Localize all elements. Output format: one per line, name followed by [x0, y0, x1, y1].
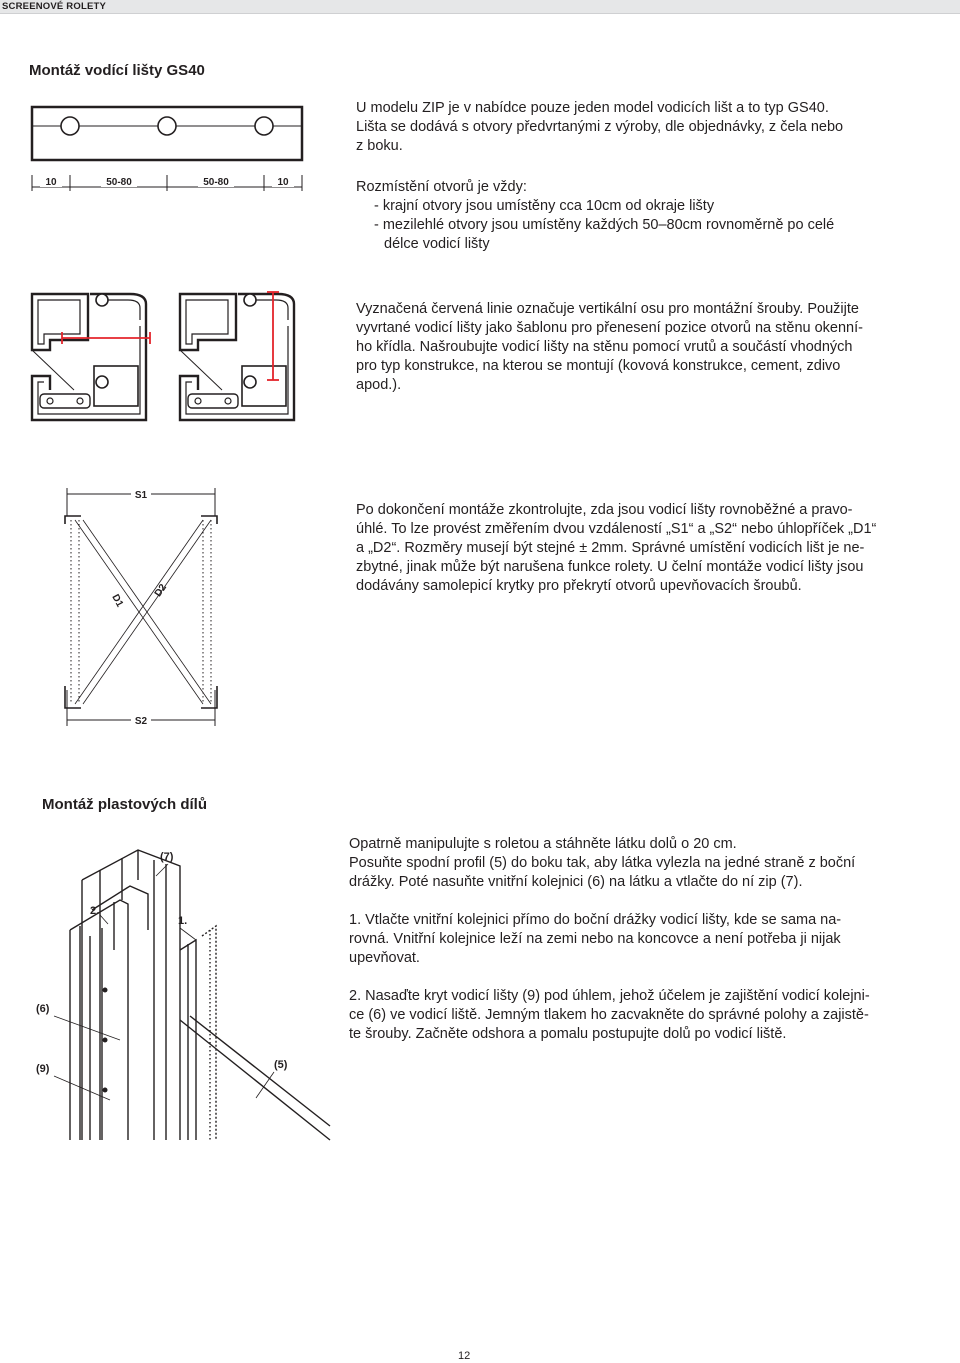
intro-line: Lišta se dodává s otvory předvrtanými z výroby, dle objednávky, z čela nebo: [356, 119, 844, 135]
rules-heading: Rozmístění otvorů je vždy:: [356, 179, 527, 195]
red-axis-line: ho křídla. Našroubujte vodicí lišty na stěnu pomocí vrutů a součástí vhodných: [356, 339, 853, 355]
rules-line: délce vodicí lišty: [384, 236, 490, 252]
intro-line: z boku.: [356, 138, 403, 154]
label-step-1: 1.: [178, 915, 188, 927]
plastic-para1-line: Opatrně manipulujte s roletou a stáhněte látku dolů o 20 cm.: [349, 836, 737, 852]
intro-line: U modelu ZIP je v nabídce pouze jeden model vodicích lišt a to typ GS40.: [356, 100, 829, 116]
label-s1: S1: [134, 490, 148, 501]
red-axis-line: vyvrtané vodicí lišty jako šablonu pro přenesení pozice otvorů na stěnu okenní-: [356, 320, 863, 336]
rail-dim-2: 50-80: [106, 177, 132, 188]
plastic-parts-drawing: [30, 840, 330, 1140]
plastic-para1-line: Posuňte spodní profil (5) do boku tak, aby látka vylezla na jedné straně z boční: [349, 855, 856, 871]
label-part-7: (7): [160, 851, 174, 863]
measure-labels: [109, 488, 169, 727]
rules-line: - mezilehlé otvory jsou umístěny každých 50–80cm rovnoměrně po celé: [374, 217, 835, 233]
section-title-plastic-parts: Montáž plastových dílů: [42, 796, 208, 813]
check-line: dodávány samolepicí krytky pro překrytí otvorů upevňovacích šroubů.: [356, 578, 802, 594]
label-d2: D2: [152, 582, 170, 599]
header-bar: [0, 0, 960, 14]
plastic-parts-text: [349, 835, 902, 1044]
parallel-check-text: [356, 501, 902, 596]
plastic-para1-line: drážky. Poté nasuňte vnitřní kolejnici (6) na látku a vtlačte do ní zip (7).: [349, 874, 803, 890]
red-axis-line: Vyznačená červená linie označuje vertikální osu pro montážní šrouby. Použijte: [356, 301, 859, 317]
label-step-2: 2.: [90, 905, 100, 917]
diagonal-check-drawing: [55, 480, 235, 730]
plastic-para3-line: 2. Nasaďte kryt vodicí lišty (9) pod úhlem, jehož účelem je zajištění vodicí kolejni-: [349, 988, 870, 1004]
rules-line: - krajní otvory jsou umístěny cca 10cm od okraje lišty: [374, 198, 715, 214]
check-line: a „D2“. Rozměry musejí být stejné ± 2mm. Správné umístění vodicích lišt je ne-: [356, 540, 865, 556]
section-title-guide-rail: Montáž vodící lišty GS40: [29, 62, 205, 79]
check-line: zbytné, jinak může být narušena funkce rolety. U čelní montáže vodicí lišty jsou: [356, 559, 864, 575]
label-part-9: (9): [36, 1063, 50, 1075]
hole-placement-rules: [356, 178, 916, 254]
plastic-para3-line: te šrouby. Začněte odshora a pomalu postupujte dolů po vodicí liště.: [349, 1026, 787, 1042]
check-line: úhlé. To lze provést změřením dvou vzdáleností „S1“ a „S2“ nebo úhlopříček „D1“: [356, 521, 877, 537]
plastic-para2-line: rovná. Vnitřní kolejnice leží na zemi nebo na koncovce a není potřeba ji nijak: [349, 931, 841, 947]
page-number: 12: [458, 1350, 471, 1362]
rail-holes-drawing: [28, 100, 313, 192]
red-axis-explanation: [356, 300, 902, 395]
label-s2: S2: [134, 716, 148, 727]
header-label: SCREENOVÉ ROLETY: [2, 1, 107, 12]
check-line: Po dokončení montáže zkontrolujte, zda jsou vodicí lišty rovnoběžné a pravo-: [356, 502, 853, 518]
label-d1: D1: [109, 592, 126, 610]
rail-dim-4: 10: [277, 177, 289, 188]
rail-dim-1: 10: [45, 177, 57, 188]
label-part-6: (6): [36, 1003, 50, 1015]
intro-text: [356, 99, 916, 156]
part-labels: [36, 851, 288, 1075]
red-axis-line: apod.).: [356, 377, 402, 393]
plastic-para3-line: ce (6) ve vodicí liště. Jemným tlakem ho zacvakněte do správné polohy a zajistě-: [349, 1007, 869, 1023]
profile-cross-section-drawing: [28, 288, 328, 430]
red-axis-line: pro typ konstrukce, na kterou se montují (kovová konstrukce, cement, zdivo: [356, 358, 841, 374]
label-part-5: (5): [274, 1059, 288, 1071]
plastic-para2-line: upevňovat.: [349, 950, 420, 966]
plastic-para2-line: 1. Vtlačte vnitřní kolejnici přímo do boční drážky vodicí lišty, kde se sama na-: [349, 912, 842, 928]
rail-dim-3: 50-80: [203, 177, 229, 188]
